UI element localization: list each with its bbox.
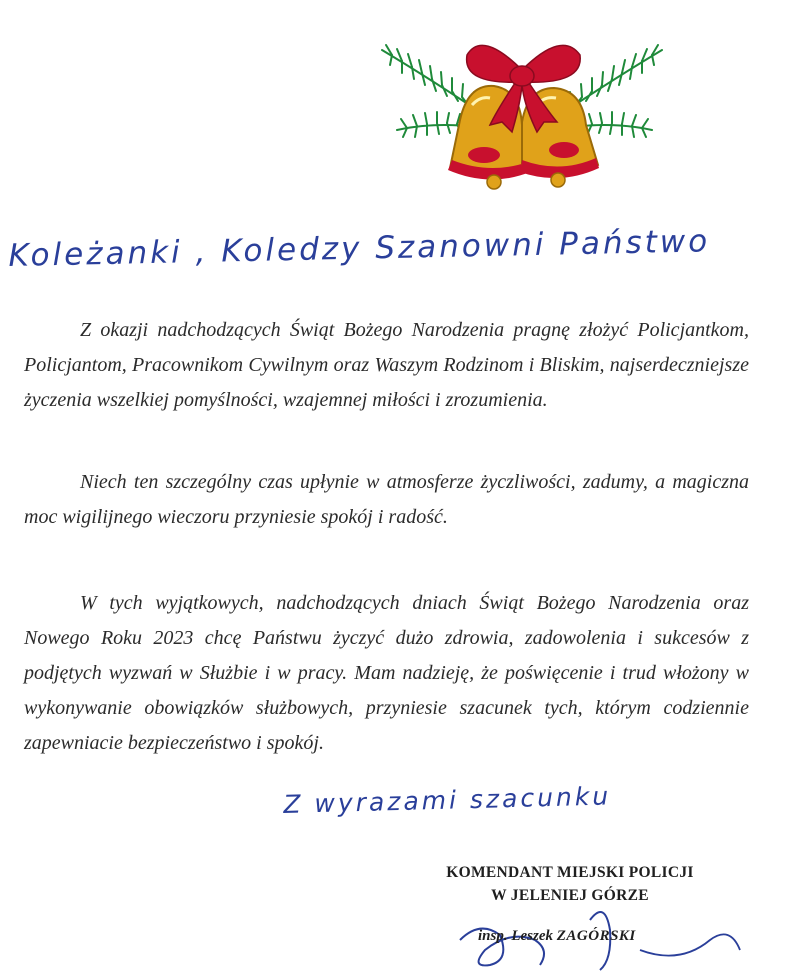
signer-title-line-2: W JELENIEJ GÓRZE xyxy=(491,887,649,904)
letter-paragraph-1: Z okazji nadchodzących Świąt Bożego Narodzenia pragnę złożyć Policjantkom, Policjantom, Pracownikom Cywilnym oraz Waszym Rodzinom i Bliskim, najserdeczniejsze życzenia wszelkiej pomyślności, wzajemnej miłości i zrozumienia. xyxy=(24,319,749,411)
letter-paragraph-3: W tych wyjątkowych, nadchodzących dniach Świąt Bożego Narodzenia oraz Nowego Roku 2023 chcę Państwu życzyć dużo zdrowia, zadowolenia i sukcesów z podjętych wyzwań w Służbie i w pracy. Mam nadzieję, że poświęcenie i trud włożony w wykonywanie obowiązków służbowych, przyniesie szacunek tych, którym codziennie zapewniacie bezpieczeństwo i spokój. xyxy=(24,592,749,754)
signer-title-line-1: KOMENDANT MIEJSKI POLICJI xyxy=(446,864,694,881)
signer-surname: ZAGÓRSKI xyxy=(556,928,636,944)
letter-paragraph-2: Niech ten szczególny czas upłynie w atmosferze życzliwości, zadumy, a magiczna moc wigilijnego wieczoru przyniesie spokój i radość. xyxy=(24,471,749,528)
signer-rank-name: insp. Leszek xyxy=(478,928,553,944)
signer-name xyxy=(478,928,636,945)
christmas-bells-illustration xyxy=(372,10,672,200)
handwritten-closing: Z wyrazami szacunku xyxy=(283,781,612,819)
handwritten-greeting: Koleżanki , Koledzy Szanowni Państwo xyxy=(8,223,711,274)
